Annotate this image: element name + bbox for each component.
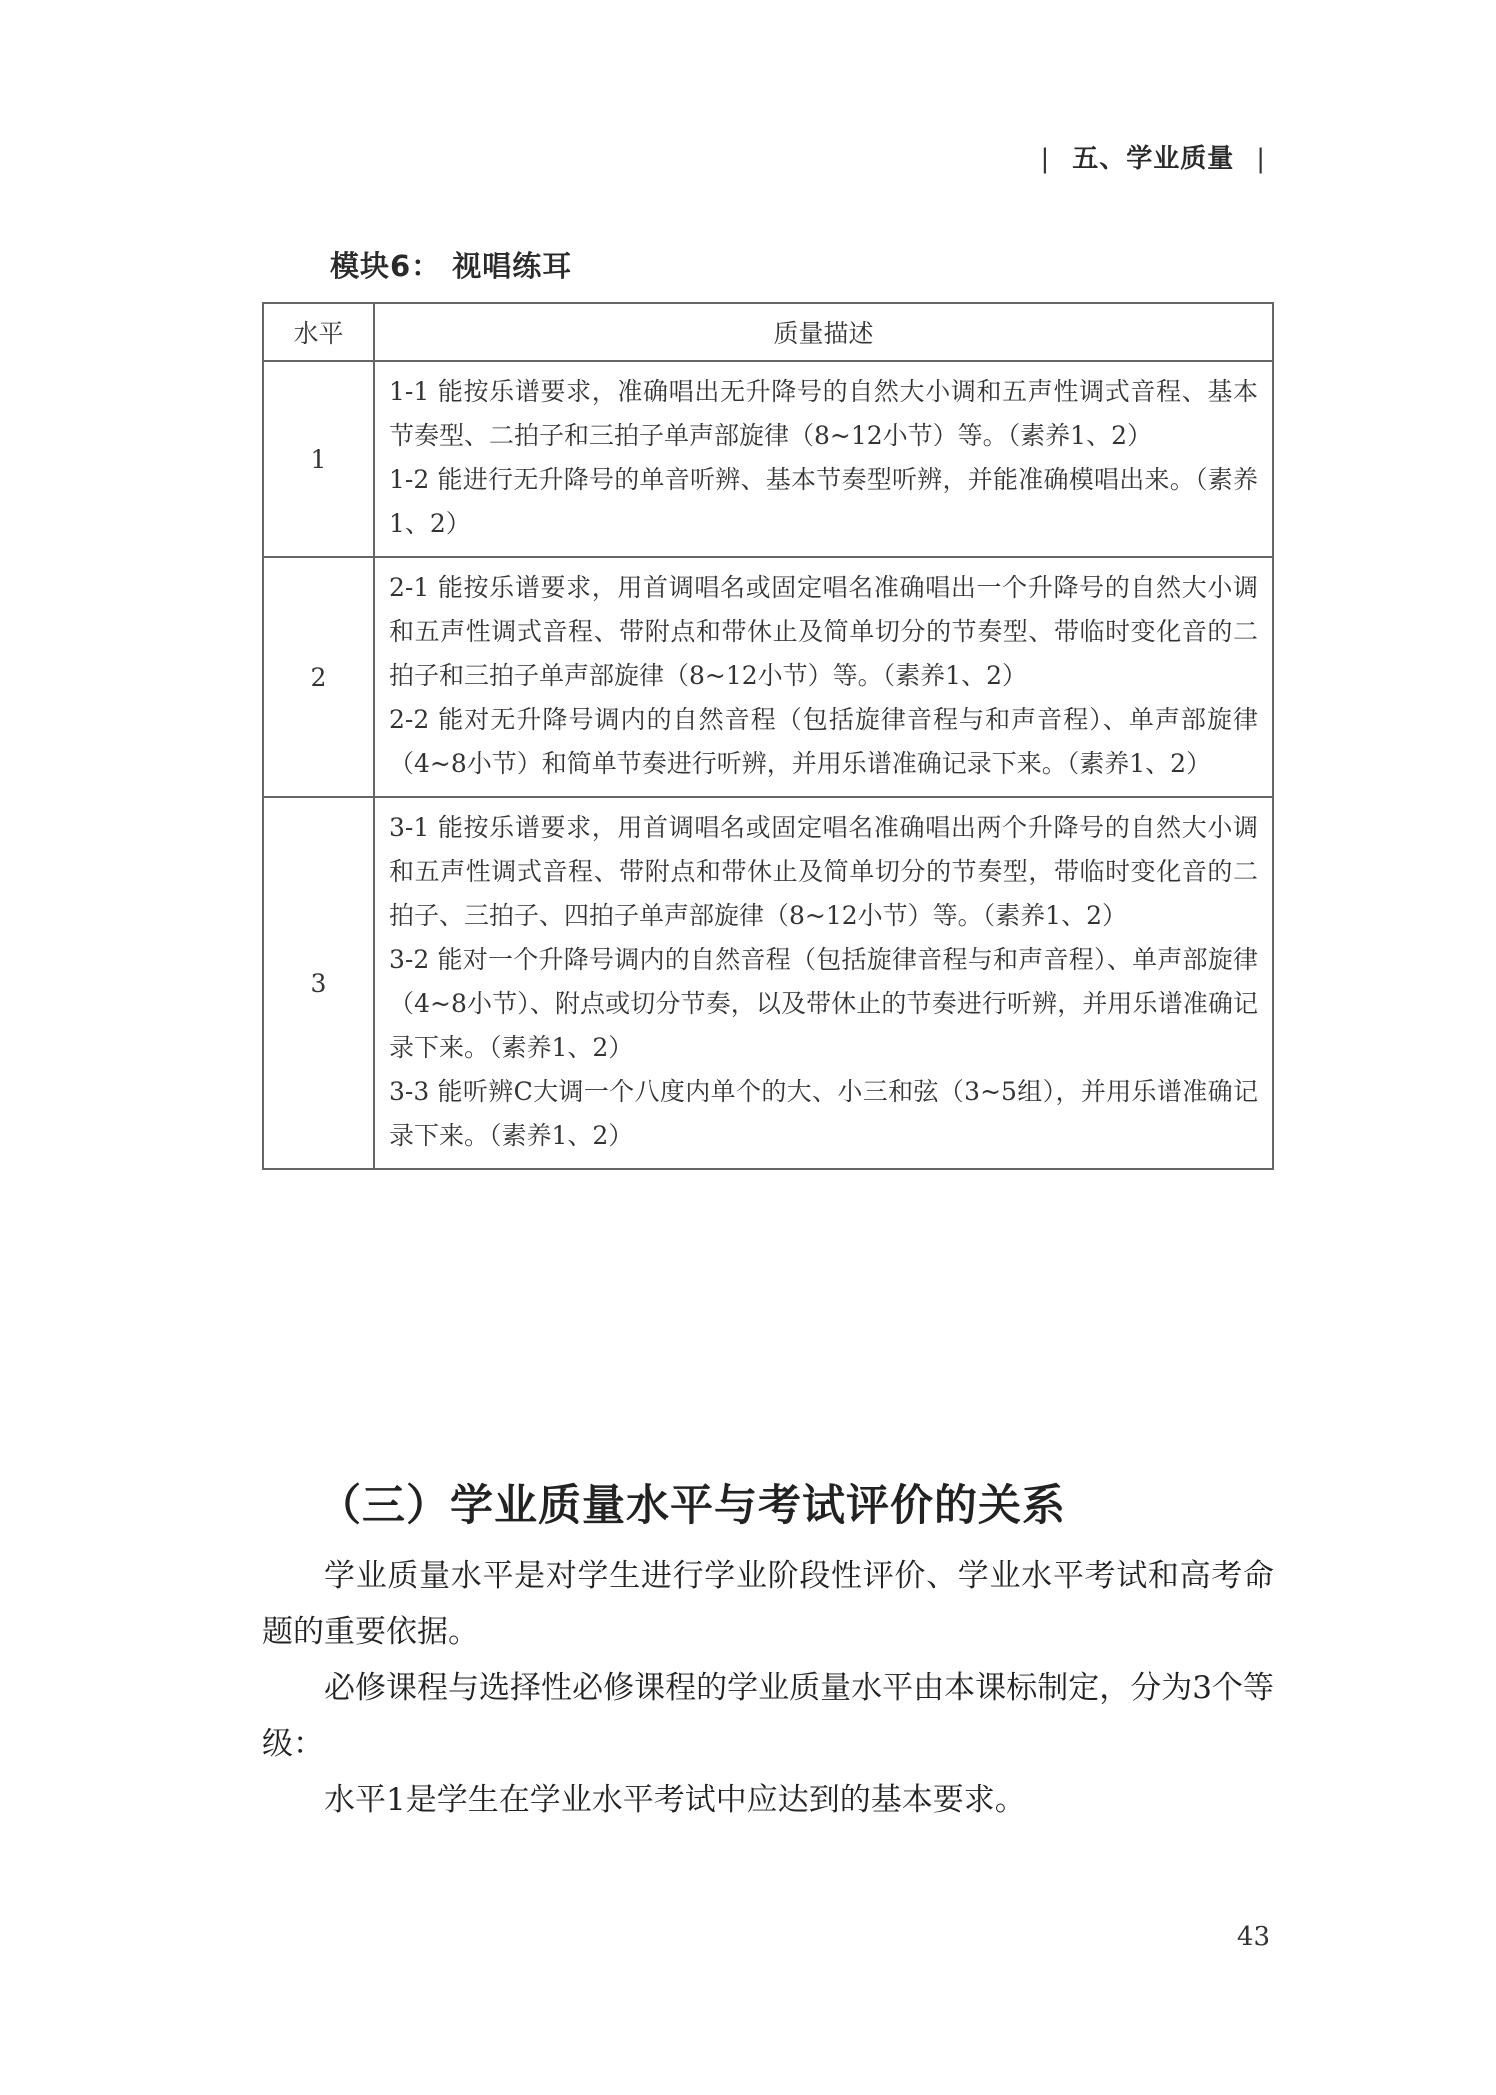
quality-table — [262, 302, 1274, 1170]
level-cell: 3 — [263, 797, 374, 1169]
table-row — [263, 361, 1273, 557]
level-cell: 1 — [263, 361, 374, 557]
header-divider-left: | — [1040, 144, 1051, 174]
description-item: 2-1 能按乐谱要求，用首调唱名或固定唱名准确唱出一个升降号的自然大小调和五声性调式音程、带附点和带休止及简单切分的节奏型、带临时变化音的二拍子和三拍子单声部旋律（8~12小节）等。（素养1、2） — [389, 573, 1258, 690]
section-title: （三）学业质量水平与考试评价的关系 — [318, 1481, 1066, 1531]
description-item: 1-1 能按乐谱要求，准确唱出无升降号的自然大小调和五声性调式音程、基本节奏型、二拍子和三拍子单声部旋律（8~12小节）等。（素养1、2） — [389, 377, 1258, 450]
description-item: 3-2 能对一个升降号调内的自然音程（包括旋律音程与和声音程）、单声部旋律（4~8小节）、附点或切分节奏，以及带休止的节奏进行听辨，并用乐谱准确记录下来。（素养1、2） — [389, 945, 1258, 1062]
description-item: 3-1 能按乐谱要求，用首调唱名或固定唱名准确唱出两个升降号的自然大小调和五声性调式音程、带附点和带休止及简单切分的节奏型，带临时变化音的二拍子、三拍子、四拍子单声部旋律（8~12小节）等。（素养1、2） — [389, 813, 1258, 930]
table-header-row — [263, 303, 1273, 361]
body-paragraph: 水平1是学生在学业水平考试中应达到的基本要求。 — [324, 1782, 1026, 1818]
table-row — [263, 557, 1273, 797]
section-body — [262, 1548, 1274, 1828]
body-paragraph: 学业质量水平是对学生进行学业阶段性评价、学业水平考试和高考命题的重要依据。 — [262, 1558, 1274, 1650]
header-divider-right: | — [1256, 144, 1266, 174]
running-header — [1018, 138, 1288, 175]
column-header-level: 水平 — [263, 303, 374, 361]
body-paragraph: 必修课程与选择性必修课程的学业质量水平由本课标制定，分为3个等级： — [262, 1670, 1274, 1762]
description-cell — [374, 557, 1273, 797]
column-header-description: 质量描述 — [374, 303, 1273, 361]
description-item: 3-3 能听辨C大调一个八度内单个的大、小三和弦（3~5组），并用乐谱准确记录下来。（素养1、2） — [389, 1077, 1258, 1150]
module-title: 模块6： 视唱练耳 — [330, 249, 573, 283]
running-title: 五、学业质量 — [1072, 144, 1235, 174]
page-number: 43 — [1236, 1922, 1270, 1952]
description-cell — [374, 797, 1273, 1169]
level-cell: 2 — [263, 557, 374, 797]
description-item: 2-2 能对无升降号调内的自然音程（包括旋律音程与和声音程）、单声部旋律（4~8小节）和简单节奏进行听辨，并用乐谱准确记录下来。（素养1、2） — [389, 705, 1258, 778]
description-cell — [374, 361, 1273, 557]
description-item: 1-2 能进行无升降号的单音听辨、基本节奏型听辨，并能准确模唱出来。（素养1、2） — [389, 465, 1258, 538]
table-row — [263, 797, 1273, 1169]
